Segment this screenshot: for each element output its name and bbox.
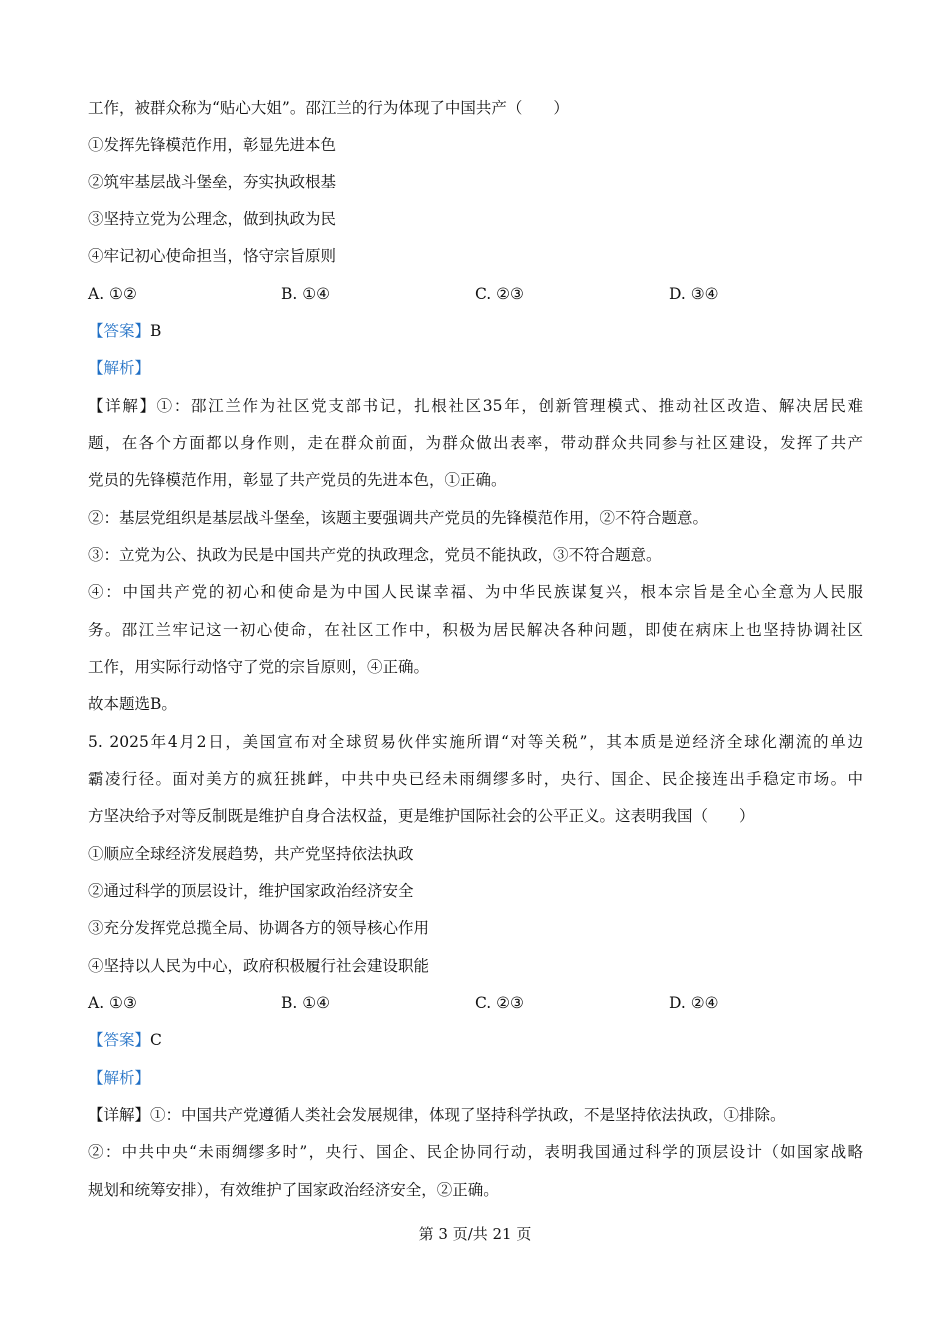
answer-tag: 【答案】 xyxy=(88,1031,151,1049)
q5-option-1: ①顺应全球经济发展趋势，共产党坚持依法执政 xyxy=(88,845,414,863)
page-number-footer: 第 3 页/共 21 页 xyxy=(418,1225,532,1243)
analysis-tag: 【解析】 xyxy=(88,1069,151,1087)
q4-option-3: ③坚持立党为公理念，做到执政为民 xyxy=(88,210,337,228)
q5-stem-line: 方坚决给予对等反制既是维护自身合法权益，更是维护国际社会的公平正义。这表明我国（ ） xyxy=(88,807,755,825)
q5-option-4: ④坚持以人民为中心，政府积极履行社会建设职能 xyxy=(88,957,430,975)
q5-option-3: ③充分发挥党总揽全局、协调各方的领导核心作用 xyxy=(88,919,430,937)
q5-choice-b: B. ①④ xyxy=(281,994,331,1012)
q4-option-1: ①发挥先锋模范作用，彰显先进本色 xyxy=(88,136,337,154)
q4-detail-line: ④：中国共产党的初心和使命是为中国人民谋幸福、为中华民族谋复兴，根本宗旨是全心全意为人民服 xyxy=(88,583,863,601)
answer-tag: 【答案】 xyxy=(88,322,151,340)
analysis-tag: 【解析】 xyxy=(88,359,151,377)
q5-choice-a: A. ①③ xyxy=(88,994,137,1012)
q5-analysis-line xyxy=(88,1068,863,1088)
detail-tag: 【详解】 xyxy=(88,397,157,415)
q4-detail-line: 工作，用实际行动恪守了党的宗旨原则，④正确。 xyxy=(88,658,430,676)
q5-option-2: ②通过科学的顶层设计，维护国家政治经济安全 xyxy=(88,882,414,900)
q4-stem-line: 工作，被群众称为“贴心大姐”。邵江兰的行为体现了中国共产（ ） xyxy=(88,99,569,117)
q4-choice-d: D. ③④ xyxy=(669,285,719,303)
detail-text: ①：中国共产党遵循人类社会发展规律，体现了坚持科学执政，不是坚持依法执政，①排除。 xyxy=(150,1106,786,1124)
q4-detail-line: 务。邵江兰牢记这一初心使命，在社区工作中，积极为居民解决各种问题，即使在病床上也坚持协调社区 xyxy=(88,621,863,639)
q4-conclusion: 故本题选B。 xyxy=(88,695,177,713)
q4-choice-c: C. ②③ xyxy=(475,285,524,303)
q5-choices xyxy=(88,993,863,1013)
q4-option-2: ②筑牢基层战斗堡垒，夯实执政根基 xyxy=(88,173,337,191)
q4-choice-a: A. ①② xyxy=(88,285,137,303)
q5-detail-line: ②：中共中央“未雨绸缪多时”，央行、国企、民企协同行动，表明我国通过科学的顶层设计（如国家战略 xyxy=(88,1143,863,1161)
q5-choice-c: C. ②③ xyxy=(475,994,524,1012)
q5-answer-line xyxy=(88,1030,863,1050)
answer-value: C xyxy=(150,1031,162,1049)
detail-text: ①：邵江兰作为社区党支部书记，扎根社区35年，创新管理模式、推动社区改造、解决居民难 xyxy=(156,397,863,415)
q4-detail-line: 党员的先锋模范作用，彰显了共产党员的先进本色，①正确。 xyxy=(88,471,507,489)
q4-detail-line: 题，在各个方面都以身作则，走在群众前面，为群众做出表率，带动群众共同参与社区建设，发挥了共产 xyxy=(88,434,863,452)
q5-detail-line: 规划和统筹安排），有效维护了国家政治经济安全，②正确。 xyxy=(88,1181,499,1199)
q4-answer-line xyxy=(88,321,863,341)
q4-detail-line xyxy=(88,396,863,416)
q4-detail-line: ②：基层党组织是基层战斗堡垒，该题主要强调共产党员的先锋模范作用，②不符合题意。 xyxy=(88,509,709,527)
q5-choice-d: D. ②④ xyxy=(669,994,719,1012)
q4-option-4: ④牢记初心使命担当，恪守宗旨原则 xyxy=(88,247,337,265)
detail-tag: 【详解】 xyxy=(88,1106,151,1124)
q4-choices xyxy=(88,284,863,304)
q5-stem-line: 霸凌行径。面对美方的疯狂挑衅，中共中央已经未雨绸缪多时，央行、国企、民企接连出手稳定市场。中 xyxy=(88,770,863,788)
q4-detail-line: ③：立党为公、执政为民是中国共产党的执政理念，党员不能执政，③不符合题意。 xyxy=(88,546,662,564)
q4-choice-b: B. ①④ xyxy=(281,285,331,303)
answer-value: B xyxy=(150,322,162,340)
q5-stem-line: 5. 2025年4月2日，美国宣布对全球贸易伙伴实施所谓“对等关税”，其本质是逆经济全球化潮流的单边 xyxy=(88,733,863,751)
q4-analysis-line xyxy=(88,358,863,378)
q5-detail-line xyxy=(88,1105,863,1125)
